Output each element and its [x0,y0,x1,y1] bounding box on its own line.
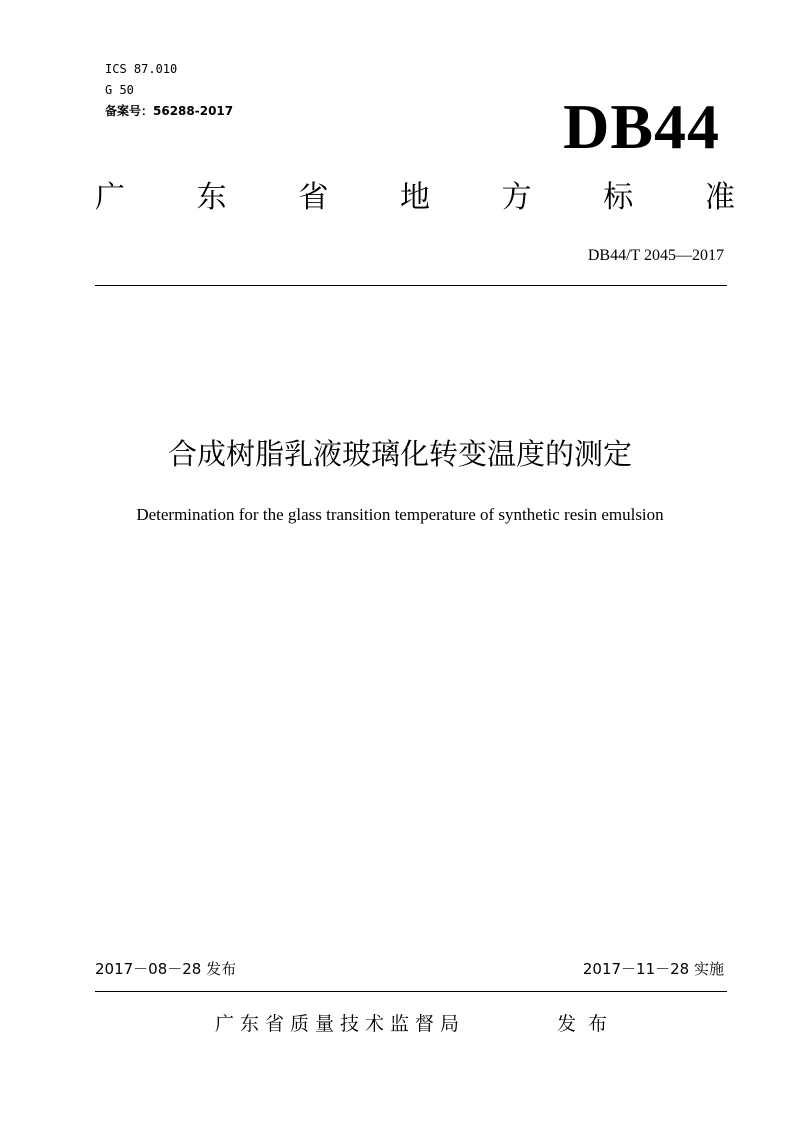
db44-logo-text: DB44 [563,91,720,162]
document-title-en: Determination for the glass transition temperature of synthetic resin emulsion [136,505,664,524]
standard-type-heading [95,178,735,218]
ics-code: ICS 87.010 [105,62,178,76]
publish-date: 2017－08－28 发布 [95,960,237,978]
classification-code: G 50 [105,83,134,97]
standard-type-char: 省 [298,180,329,215]
standard-type-char: 准 [704,180,735,215]
document-title-cn: 合成树脂乳液玻璃化转变温度的测定 [167,437,632,471]
standard-type-char: 东 [196,180,227,215]
top-divider [95,285,727,286]
standard-type-char: 标 [603,180,634,215]
issuer-action: 发布 [557,1013,620,1035]
record-number: 备案号：56288-2017 [105,104,234,118]
issuer-name: 广东省质量技术监督局 [215,1013,466,1035]
standard-type-char: 方 [501,180,532,215]
standard-type-char: 广 [95,180,125,215]
effective-date: 2017－11－28 实施 [582,960,724,978]
standard-code: DB44/T 2045—2017 [587,247,724,264]
standard-type-char: 地 [399,180,430,215]
bottom-divider [95,991,727,992]
